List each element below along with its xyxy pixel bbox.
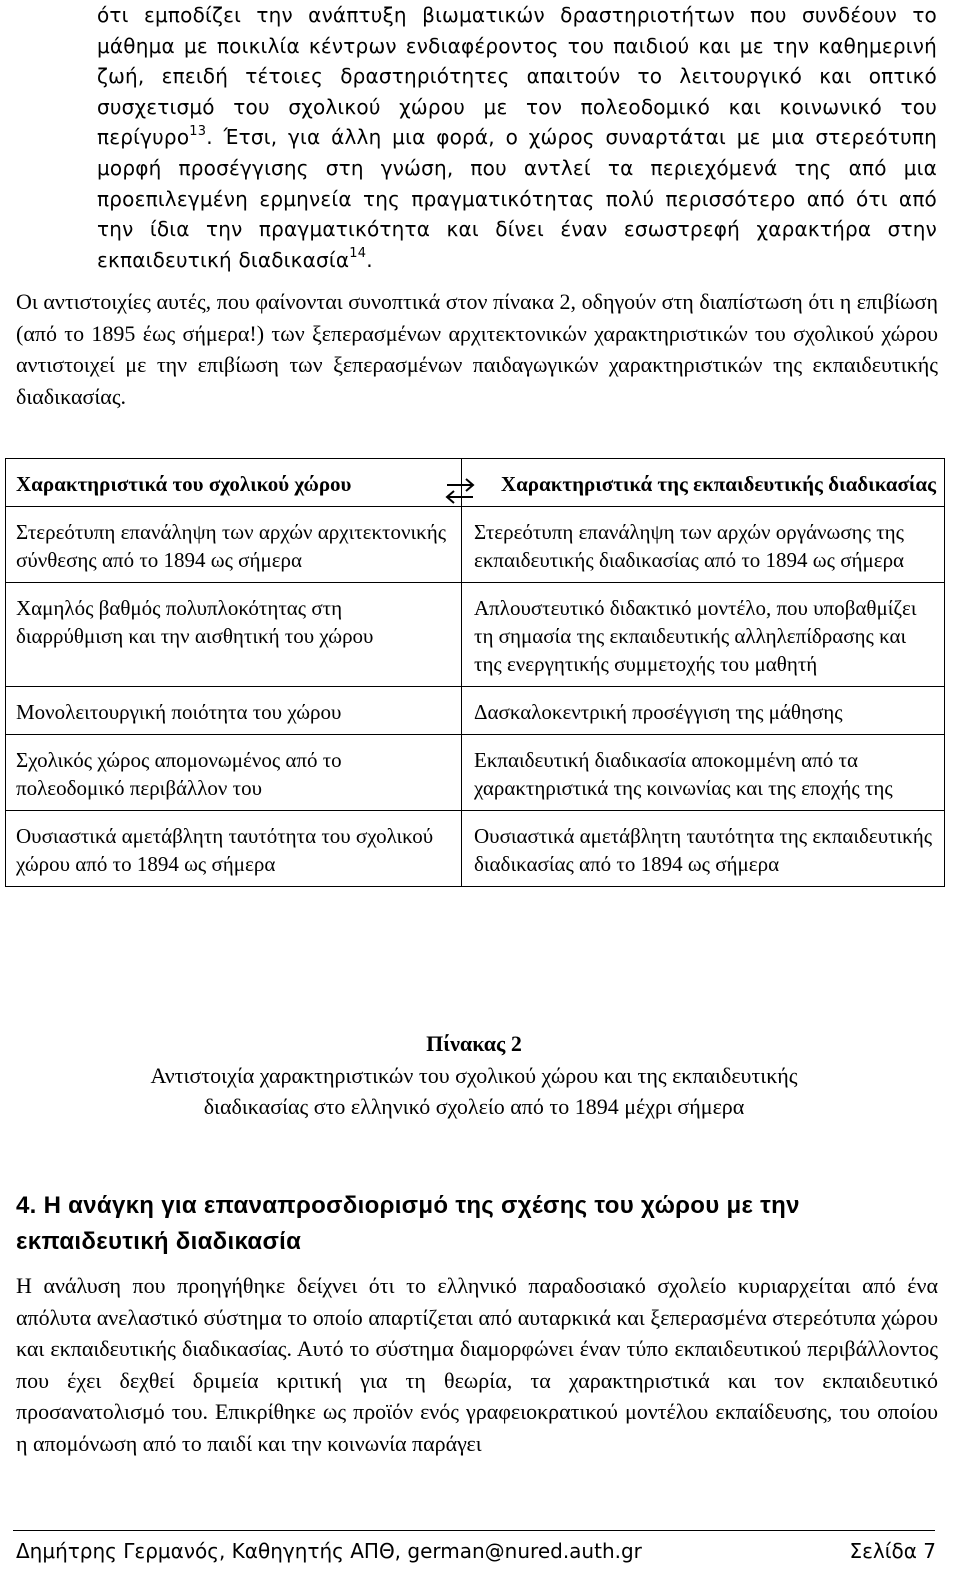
section-paragraph: Η ανάλυση που προηγήθηκε δείχνει ότι το ελληνικό παραδοσιακό σχολείο κυριαρχείται από ένα απόλυτα ανελαστικό σύστημα το οποίο απαρτίζεται από αυταρκικά και ξεπερασμένα στερεότυπα χώρου και εκπαιδευτικής διαδικασίας. Αυτό το σύστημα διαμορφώνει έναν τύπο εκπαιδευτικού περιβάλλοντος που έχει δεχθεί δριμεία κριτική για τη θεωρία, τα χαρακτηριστικά και τον εκπαιδευτικό προσανατολισμό του. Επικρίθηκε ως προϊόν ενός γραφειοκρατικού μοντέλου εκπαίδευσης, του οποίου η απομόνωση από το παιδί και την κοινωνία παράγει — [16, 1273, 938, 1456]
table-row — [6, 507, 945, 583]
table-header-row — [6, 459, 945, 507]
intro-paragraph: ότι εμποδίζει την ανάπτυξη βιωματικών δραστηριοτήτων που συνδέουν το μάθημα με ποικιλία κέντρων ενδιαφέροντος του παιδιού και με την καθημερινή ζωή, επειδή τέτοιες δραστηριότητες απαιτούν το λειτουργικό και οπτικό συσχετισμό του σχολικού χώρου με τον πολεοδομικό και κοινωνικό του περίγυρο$^{13}$. Έτσι, για άλλη μια φορά, ο χώρος συναρτάται με μια στερεότυπη μορφή προσέγγισης στη γνώση, που αντλεί τα περιεχόμενά της από μια προεπιλεγμένη ερμηνεία της πραγματικότητας πολύ περισσότερο από ότι από την ίδια την πραγματικότητα και δίνει έναν εσωστρεφή χαρακτήρα στην εκπαιδευτική διαδικασία$^{14}$. — [97, 3, 937, 272]
footnote-ref-13[interactable]: 13 — [189, 123, 207, 139]
table-cell-right: Ουσιαστικά αμετάβλητη ταυτότητα της εκπαιδευτικής διαδικασίας από το 1894 ως σήμερα — [462, 811, 945, 887]
table-cell-right: Εκπαιδευτική διαδικασία αποκομμένη από τα χαρακτηριστικά της κοινωνίας και της εποχής της — [462, 735, 945, 811]
table-cell-left: Χαμηλός βαθμός πολυπλοκότητας στη διαρρύθμιση και την αισθητική του χώρου — [6, 583, 462, 687]
section-heading: 4. Η ανάγκη για επαναπροσδιορισμό της σχέσης του χώρου με την εκπαιδευτική διαδικασία — [16, 1192, 800, 1255]
footnote-ref-14[interactable]: 14 — [349, 246, 367, 262]
table-cell-left: Ουσιαστικά αμετάβλητη ταυτότητα του σχολικού χώρου από το 1894 ως σήμερα — [6, 811, 462, 887]
second-paragraph: Οι αντιστοιχίες αυτές, που φαίνονται συνοπτικά στον πίνακα 2, οδηγούν στη διαπίστωση ότι η επιβίωση (από το 1895 έως σήμερα!) των ξεπερασμένων αρχιτεκτονικών χαρακτηριστικών του σχολικού χώρου αντιστοιχεί με την επιβίωση των ξεπερασμένων παιδαγωγικών χαρακτηριστικών της εκπαιδευτικής διαδικασίας. — [16, 289, 938, 409]
table-row — [6, 687, 945, 735]
footer-author: Δημήτρης Γερμανός, Καθηγητής ΑΠΘ, german@nured.auth.gr — [16, 1539, 642, 1563]
header-school-space: Χαρακτηριστικά του σχολικού χώρου — [6, 459, 462, 507]
correspondence-table — [5, 458, 945, 887]
table-row — [6, 811, 945, 887]
table-cell-left: Σχολικός χώρος απομονωμένος από το πολεοδομικό περιβάλλον του — [6, 735, 462, 811]
table-row — [6, 583, 945, 687]
table-cell-left: Μονολειτουργική ποιότητα του χώρου — [6, 687, 462, 735]
table-row — [6, 735, 945, 811]
left-right-arrows-icon — [445, 478, 475, 504]
table-caption-line: Αντιστοιχία χαρακτηριστικών του σχολικού χώρου και της εκπαιδευτικής — [150, 1063, 798, 1088]
table-caption-title: Πίνακας 2 — [426, 1031, 522, 1056]
table-cell-right: Απλουστευτικό διδακτικό μοντέλο, που υποβαθμίζει τη σημασία της εκπαιδευτικής αλληλεπίδρασης και της ενεργητικής συμμετοχής του μαθητή — [462, 583, 945, 687]
table-caption-line: διαδικασίας στο ελληνικό σχολείο από το 1894 μέχρι σήμερα — [203, 1094, 745, 1119]
footer-divider — [13, 1530, 935, 1531]
table-cell-right: Στερεότυπη επανάληψη των αρχών οργάνωσης της εκπαιδευτικής διαδικασίας από το 1894 ως σήμερα — [462, 507, 945, 583]
table-cell-left: Στερεότυπη επανάληψη των αρχών αρχιτεκτονικής σύνθεσης από το 1894 ως σήμερα — [6, 507, 462, 583]
header-educational-process: Χαρακτηριστικά της εκπαιδευτικής διαδικασίας — [462, 459, 945, 507]
table-cell-right: Δασκαλοκεντρική προσέγγιση της μάθησης — [462, 687, 945, 735]
footer-page-number: Σελίδα 7 — [849, 1539, 936, 1563]
